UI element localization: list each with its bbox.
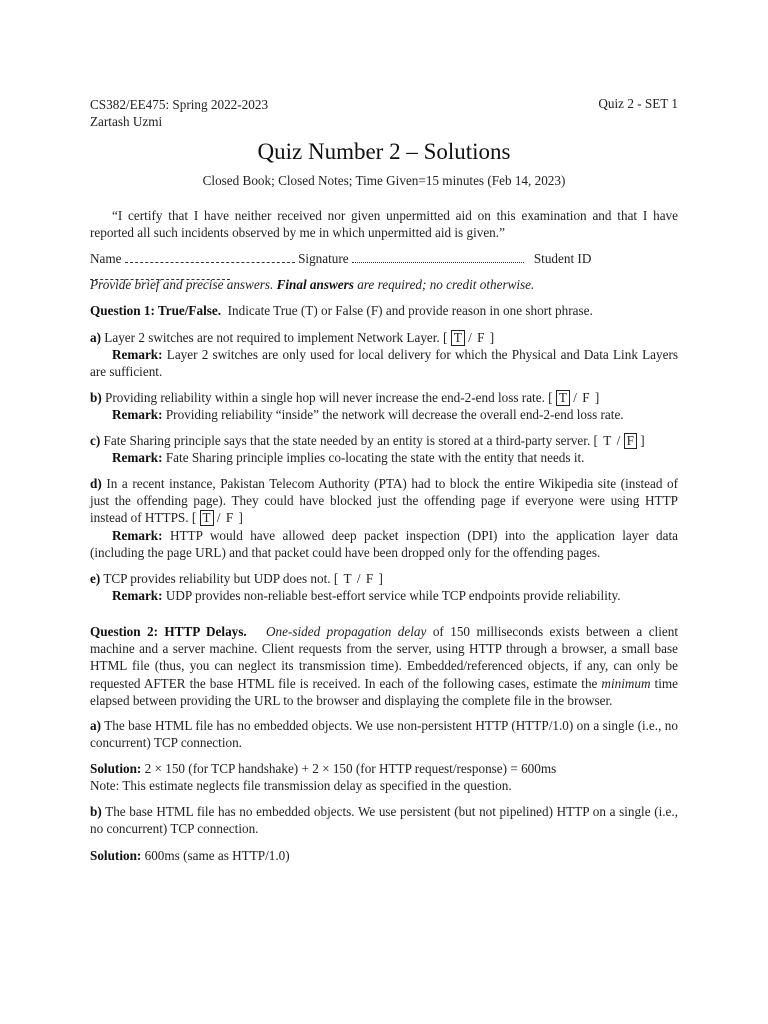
option-f[interactable]: F: [225, 510, 234, 526]
remark-text: Fate Sharing principle implies co-locating the state with the entity that needs it.: [165, 450, 585, 466]
answer-choice: [ T / F ]: [548, 390, 600, 405]
intro-italic: One-sided propagation delay: [266, 624, 427, 639]
student-id-label: Student ID: [533, 251, 592, 266]
intro-italic-2: minimum: [601, 675, 651, 691]
remark-label: Remark:: [112, 347, 163, 363]
question-1-prompt: Indicate True (T) or False (F) and provide reason in one short phrase.: [227, 303, 593, 318]
intro-text: of 150 milliseconds exists between a client machine and a server machine. Client requests from the server, using HTTP through a browser, a small base HTML file (thus, you can neglect its transmission time). Embedded/referenced objects, if any, can only be requested AFTER the base HTML file is received. In each of the following cases, estimate the: [90, 624, 678, 691]
instructions-bold: Final answers: [276, 277, 354, 292]
question-2-solution-b: [90, 847, 678, 864]
intro-text-2: time elapsed between providing the URL to the browser and displaying the complete file in the browser.: [90, 675, 678, 708]
question-2-part-a: [90, 717, 678, 751]
option-f[interactable]: F: [477, 330, 485, 345]
item-statement: Layer 2 switches are not required to implement Network Layer.: [104, 330, 440, 345]
solution-text: 600ms (same as HTTP/1.0): [144, 848, 290, 863]
option-t[interactable]: T: [603, 433, 612, 448]
question-1-item: [90, 570, 678, 604]
question-2-title: Question 2: HTTP Delays.: [90, 624, 247, 639]
instructions-text-2: are required; no credit otherwise.: [357, 277, 535, 292]
instructions: [90, 276, 678, 293]
remark-label: Remark:: [112, 450, 163, 466]
item-label: d): [90, 476, 102, 491]
question-1-heading: [90, 302, 678, 319]
course-label: CS382/EE475: Spring 2022-2023: [90, 97, 269, 112]
question-1-item: [90, 329, 678, 381]
instructor-name: Zartash Uzmi: [90, 114, 163, 130]
remark-label: Remark:: [112, 588, 163, 604]
quiz-set-label: Quiz 2 - SET 1: [598, 96, 678, 111]
option-t[interactable]: T: [556, 390, 570, 406]
part-text: The base HTML file has no embedded objects. We use non-persistent HTTP (HTTP/1.0) on a single (i.e., no concurrent) TCP connection.: [90, 718, 678, 751]
part-label: a): [90, 718, 101, 733]
remark-label: Remark:: [112, 407, 163, 423]
question-2-part-b: [90, 803, 678, 837]
item-remark: [90, 406, 678, 423]
item-label: a): [90, 330, 101, 345]
item-label: e): [90, 571, 101, 586]
page-title: Quiz Number 2 – Solutions: [257, 139, 511, 164]
question-2-solution-a: [90, 760, 678, 794]
remark-text: Layer 2 switches are only used for local delivery for which the Physical and Data Link Layers are sufficient.: [90, 347, 679, 380]
part-label: b): [90, 804, 102, 819]
option-f[interactable]: F: [582, 390, 590, 405]
question-1-item: [90, 389, 678, 423]
item-statement: Fate Sharing principle says that the state needed by an entity is stored at a third-party server.: [103, 433, 591, 448]
signature-field[interactable]: [352, 252, 524, 263]
remark-text: HTTP would have allowed deep packet inspection (DPI) into the application layer data (including the page URL) and that packet could have been dropped only for the offending pages.: [90, 527, 678, 560]
solution-text: 2 × 150 (for TCP handshake) + 2 × 150 (for HTTP request/response) = 600ms: [144, 761, 557, 776]
item-statement: Providing reliability within a single hop will never increase the end-2-end loss rate.: [105, 390, 545, 405]
question-1-item: [90, 432, 678, 466]
name-label: Name: [90, 251, 122, 266]
solution-label: Solution:: [90, 761, 142, 776]
question-1-title: Question 1: True/False.: [90, 303, 222, 318]
header-left: [90, 96, 678, 130]
instructions-text: Provide brief and precise answers.: [90, 277, 274, 292]
answer-choice: [ T / F ]: [191, 510, 243, 526]
answer-choice: [ T / F ]: [443, 330, 495, 345]
name-field[interactable]: [125, 252, 295, 263]
option-t[interactable]: T: [343, 571, 352, 586]
question-2-intro: [90, 623, 678, 709]
option-f[interactable]: F: [365, 571, 374, 586]
option-f[interactable]: F: [624, 433, 637, 449]
item-remark: [90, 587, 678, 604]
honor-pledge: “I certify that I have neither received nor given unpermitted aid on this examination and that I have reported all such incidents observed by me in which unpermitted aid is given.”: [90, 208, 678, 241]
solution-label: Solution:: [90, 848, 142, 863]
item-label: c): [90, 433, 101, 448]
answer-choice: [ T / F ]: [333, 571, 383, 586]
part-text: The base HTML file has no embedded objects. We use persistent (but not pipelined) HTTP on a single (i.e., no concurrent) TCP connection.: [90, 804, 679, 837]
remark-label: Remark:: [112, 527, 163, 543]
subtitle: Closed Book; Closed Notes; Time Given=15 minutes (Feb 14, 2023): [202, 173, 566, 188]
question-1-item: [90, 475, 678, 561]
remark-text: UDP provides non-reliable best-effort service while TCP endpoints provide reliability.: [165, 588, 621, 604]
item-label: b): [90, 390, 102, 405]
item-statement: In a recent instance, Pakistan Telecom Authority (PTA) had to block the entire Wikipedia site (instead of just the offending page). They could have blocked just the offending page if everyone were using HTTP instead of HTTPS.: [90, 476, 678, 526]
item-remark: [90, 346, 678, 380]
item-statement: TCP provides reliability but UDP does not.: [103, 571, 331, 586]
remark-text: Providing reliability “inside” the network will decrease the overall end-2-end loss rate.: [165, 407, 624, 423]
option-t[interactable]: T: [451, 330, 465, 346]
signature-label: Signature: [298, 251, 349, 266]
answer-choice: [ T / F ]: [593, 433, 645, 448]
item-remark: [90, 527, 678, 561]
item-remark: [90, 449, 678, 466]
option-t[interactable]: T: [200, 510, 214, 526]
solution-note: Note: This estimate neglects file transmission delay as specified in the question.: [90, 778, 512, 794]
